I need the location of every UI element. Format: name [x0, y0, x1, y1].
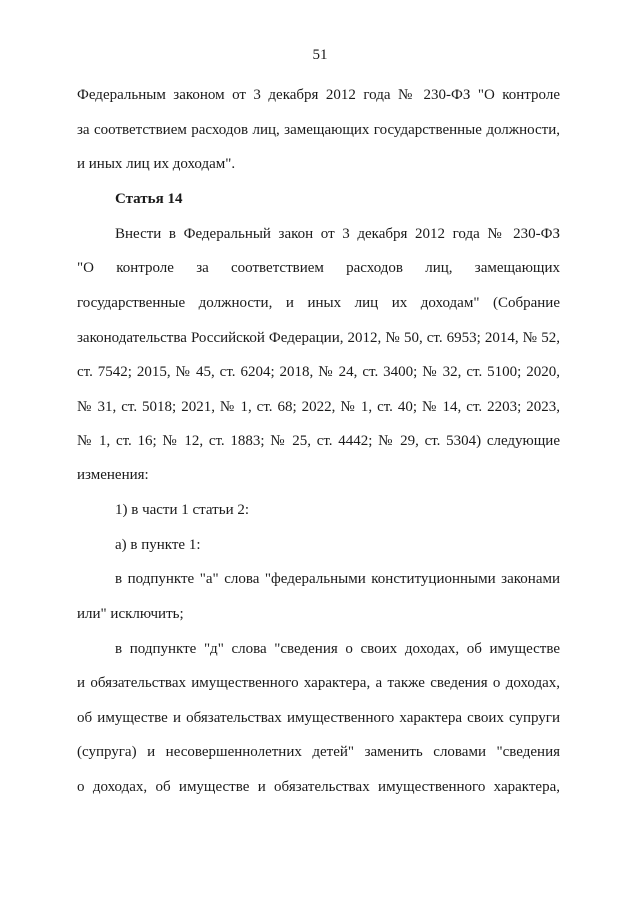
page-number: 51 — [312, 47, 328, 63]
text-line: Федеральным законом от 3 декабря 2012 года № 230-ФЗ "О контроле — [77, 87, 560, 103]
text-line: за соответствием расходов лиц, замещающих государственные должности, — [77, 122, 560, 138]
text-line: о доходах, об имуществе и обязательствах имущественного характера, — [77, 779, 560, 795]
text-line: и иных лиц их доходам". — [77, 156, 236, 172]
text-line: законодательства Российской Федерации, 2012, № 50, ст. 6953; 2014, № 52, — [77, 330, 560, 346]
text-line: (супруга) и несовершеннолетних детей" заменить словами "сведения — [77, 744, 560, 760]
text-line: № 31, ст. 5018; 2021, № 1, ст. 68; 2022, № 1, ст. 40; № 14, ст. 2203; 2023, — [77, 399, 560, 415]
text-line: или" исключить; — [77, 606, 184, 622]
text-line: 1) в части 1 статьи 2: — [115, 502, 250, 518]
text-line: и обязательствах имущественного характера, а также сведения о доходах, — [77, 675, 560, 691]
text-line: ст. 7542; 2015, № 45, ст. 6204; 2018, № 24, ст. 3400; № 32, ст. 5100; 2020, — [77, 364, 560, 380]
text-line: в подпункте "д" слова "сведения о своих доходах, об имуществе — [115, 641, 560, 657]
text-line: об имуществе и обязательствах имущественного характера своих супруги — [77, 710, 560, 726]
article-heading: Статья 14 — [115, 191, 183, 207]
text-line: государственные должности, и иных лиц их доходам" (Собрание — [77, 295, 560, 311]
text-line: изменения: — [77, 467, 149, 483]
text-line: а) в пункте 1: — [115, 537, 201, 553]
text-line: № 1, ст. 16; № 12, ст. 1883; № 25, ст. 4442; № 29, ст. 5304) следующие — [77, 433, 560, 449]
text-line: "О контроле за соответствием расходов лиц, замещающих — [77, 260, 560, 276]
text-line: в подпункте "а" слова "федеральными конституционными законами — [115, 571, 560, 587]
text-line: Внести в Федеральный закон от 3 декабря 2012 года № 230-ФЗ — [115, 226, 560, 242]
